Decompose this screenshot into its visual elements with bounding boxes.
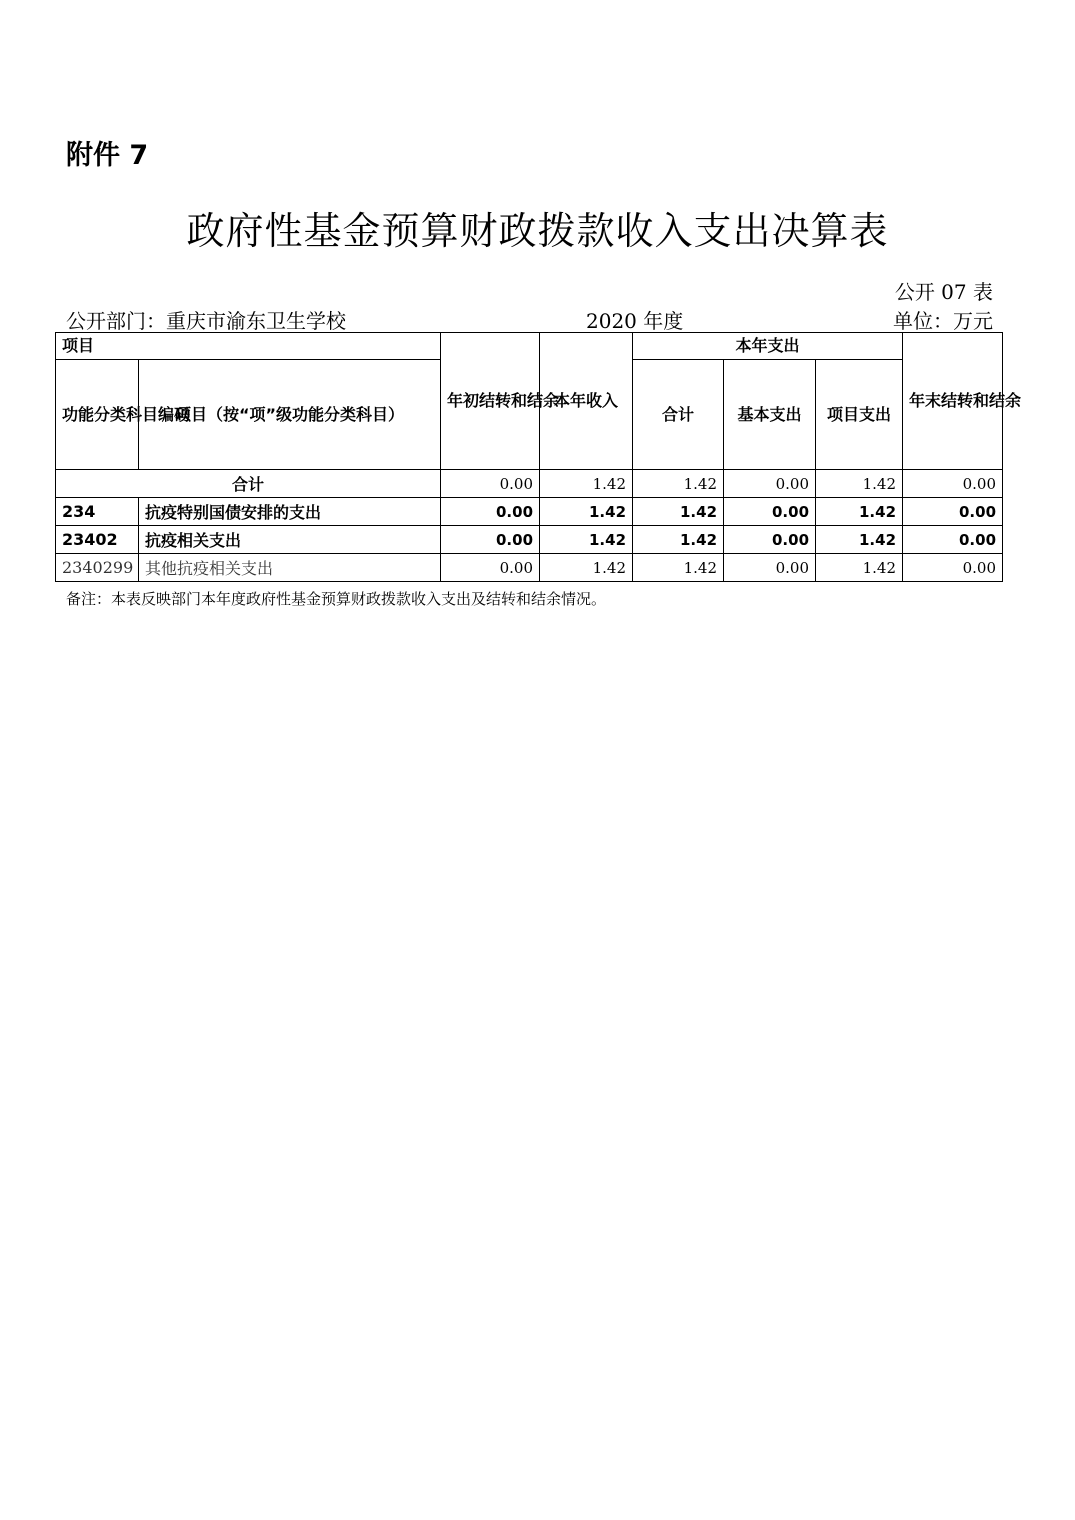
cell-end: 0.00 (903, 554, 1003, 582)
header-item: 项目 (56, 333, 441, 360)
header-end-balance: 年末结转和结余 (903, 333, 1003, 470)
cell-income: 1.42 (540, 498, 633, 526)
cell-begin: 0.00 (441, 554, 540, 582)
header-begin-balance: 年初结转和结余 (441, 333, 540, 470)
cell-end: 0.00 (903, 526, 1003, 554)
cell-total: 1.42 (633, 498, 724, 526)
cell-begin: 0.00 (441, 470, 540, 498)
cell-total: 1.42 (633, 470, 724, 498)
cell-code: 2340299 (56, 554, 139, 582)
cell-project: 1.42 (816, 554, 903, 582)
cell-basic: 0.00 (724, 526, 816, 554)
meta-row (66, 305, 993, 331)
cell-project: 1.42 (816, 526, 903, 554)
cell-project: 1.42 (816, 470, 903, 498)
department-label: 公开部门：重庆市渝东卫生学校 (66, 309, 346, 333)
cell-basic: 0.00 (724, 470, 816, 498)
cell-name: 抗疫相关支出 (139, 526, 441, 554)
cell-income: 1.42 (540, 554, 633, 582)
header-basic-expense: 基本支出 (724, 360, 816, 470)
attachment-label: 附件 7 (66, 140, 149, 171)
year-label: 2020 年度 (586, 309, 684, 333)
table-note: 备注：本表反映部门本年度政府性基金预算财政拨款收入支出及结转和结余情况。 (66, 590, 607, 608)
table-row (56, 526, 1003, 554)
cell-name: 其他抗疫相关支出 (139, 554, 441, 582)
table-row (56, 498, 1003, 526)
cell-end: 0.00 (903, 470, 1003, 498)
page-title: 政府性基金预算财政拨款收入支出决算表 (186, 209, 889, 253)
cell-income: 1.42 (540, 526, 633, 554)
table-row-total (56, 470, 1003, 498)
cell-income: 1.42 (540, 470, 633, 498)
header-income: 本年收入 (540, 333, 633, 470)
form-number: 公开 07 表 (894, 280, 993, 304)
cell-code: 234 (56, 498, 139, 526)
cell-basic: 0.00 (724, 498, 816, 526)
cell-code: 23402 (56, 526, 139, 554)
cell-begin: 0.00 (441, 526, 540, 554)
total-label: 合计 (56, 470, 441, 498)
table-row (56, 554, 1003, 582)
header-name: 项目（按“项”级功能分类科目） (139, 360, 441, 470)
unit-label: 单位：万元 (893, 309, 993, 333)
cell-project: 1.42 (816, 498, 903, 526)
cell-name: 抗疫特别国债安排的支出 (139, 498, 441, 526)
header-project-expense: 项目支出 (816, 360, 903, 470)
budget-table (55, 332, 1022, 582)
cell-begin: 0.00 (441, 498, 540, 526)
cell-end: 0.00 (903, 498, 1003, 526)
cell-basic: 0.00 (724, 554, 816, 582)
header-code: 功能分类科目编码 (56, 360, 139, 470)
cell-total: 1.42 (633, 526, 724, 554)
header-expense: 本年支出 (633, 333, 903, 360)
header-expense-total: 合计 (633, 360, 724, 470)
cell-total: 1.42 (633, 554, 724, 582)
